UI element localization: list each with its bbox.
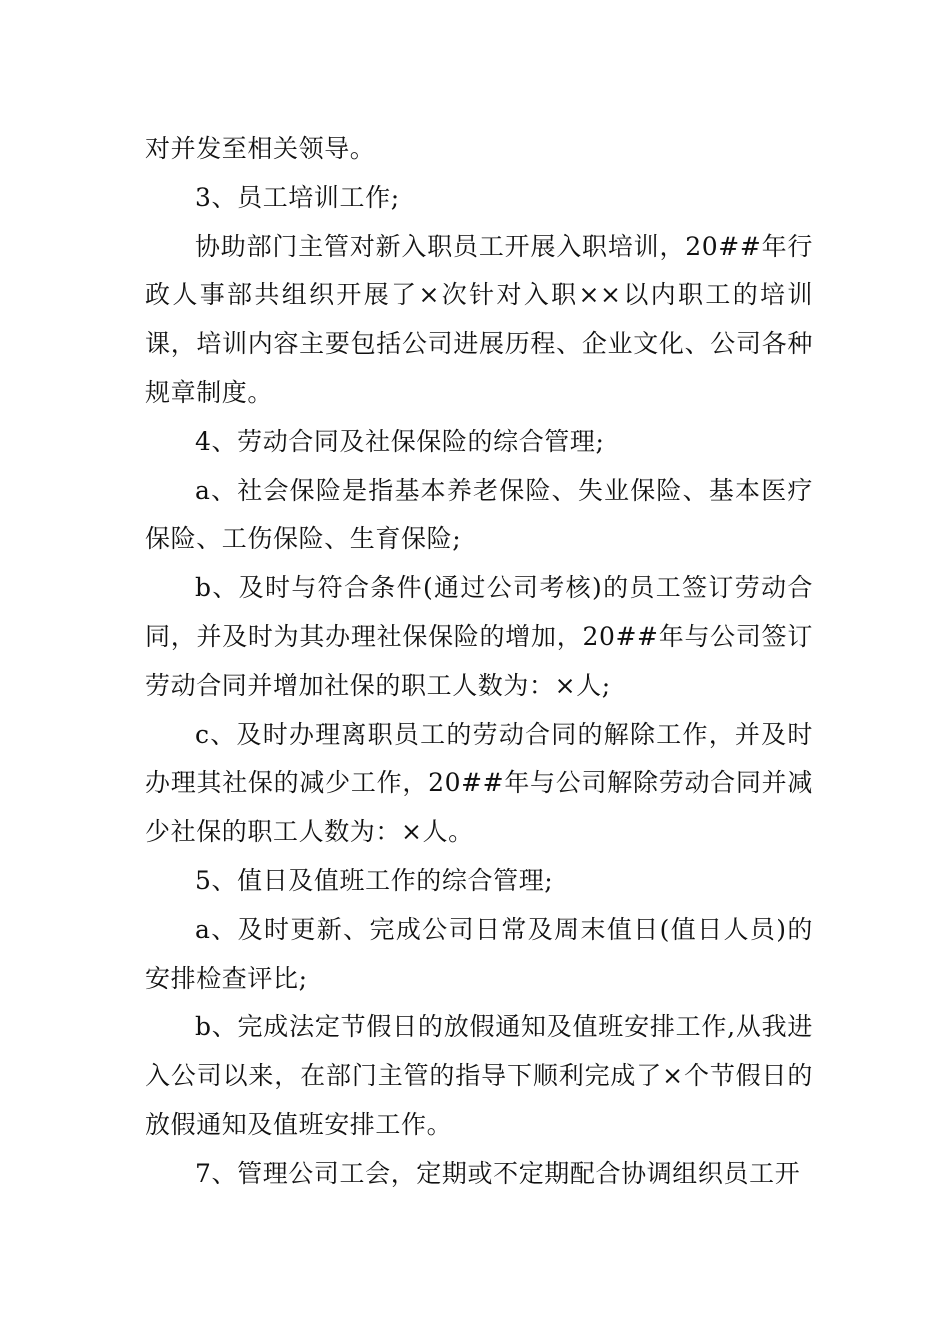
- paragraph-continuation: 对并发至相关领导。: [145, 134, 376, 163]
- heading-training: 3、员工培训工作;: [195, 182, 400, 212]
- paragraph-duty-schedule: a、及时更新、完成公司日常及周末值日(值日人员)的安排检查评比;: [145, 914, 813, 993]
- heading-duty-management: 5、值日及值班工作的综合管理;: [195, 865, 554, 895]
- paragraph-contract-signing: b、及时与符合条件(通过公司考核)的员工签订劳动合同，并及时为其办理社保保险的增加，20##年与公司签订劳动合同并增加社保的职工人数为：×人;: [145, 573, 813, 700]
- paragraph-training: 协助部门主管对新入职员工开展入职培训，20##年行政人事部共组织开展了×次针对入职××以内职工的培训课，培训内容主要包括公司进展历程、企业文化、公司各种规章制度。: [145, 231, 813, 407]
- paragraph-contract-termination: c、及时办理离职员工的劳动合同的解除工作，并及时办理其社保的减少工作，20##年与公司解除劳动合同并减少社保的职工人数为：×人。: [145, 719, 813, 847]
- heading-labor-contract: 4、劳动合同及社保保险的综合管理;: [195, 426, 605, 456]
- heading-union: 7、管理公司工会，定期或不定期配合协调组织员工开: [195, 1158, 801, 1188]
- document-body: [145, 125, 813, 1199]
- paragraph-social-insurance: a、社会保险是指基本养老保险、失业保险、基本医疗保险、工伤保险、生育保险;: [145, 475, 813, 554]
- paragraph-holiday-notice: b、完成法定节假日的放假通知及值班安排工作,从我进入公司以来，在部门主管的指导下顺利完成了×个节假日的放假通知及值班安排工作。: [145, 1012, 813, 1139]
